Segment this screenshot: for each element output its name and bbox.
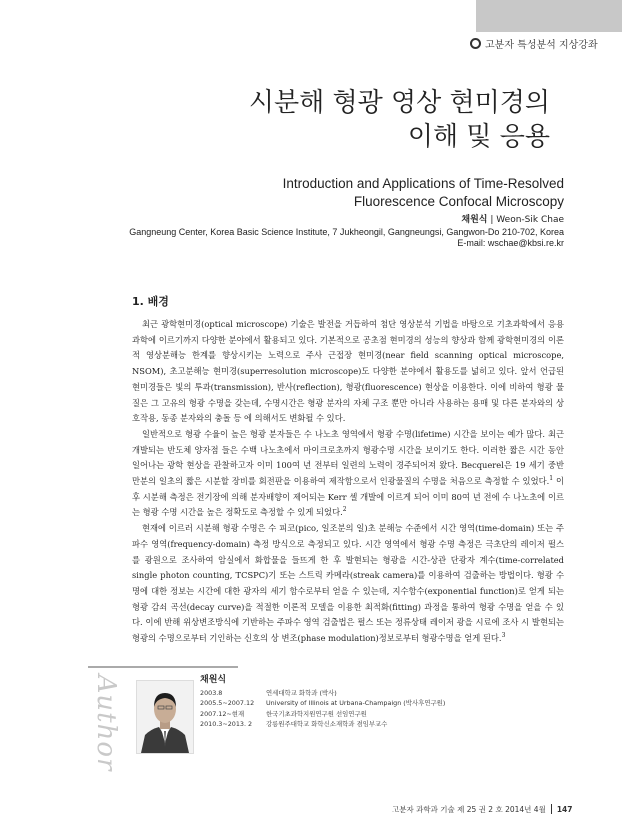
- paragraph-1: [132, 317, 564, 427]
- title-korean: [249, 86, 550, 154]
- page-footer: [392, 804, 572, 815]
- paragraph-3-text: 현재에 이르러 시분해 형광 수명은 수 피코(pico, 일조분의 일)초 분해능 수준에서 시간 영역(time-domain) 또는 주파수 영역(frequency-domain) 측정 방식으로 측정되고 있다. 시간 영역에서 형광 수명 측정은 극초단의 레이저 펄스를 광원으로 조사하여 암실에서 화합물을 들뜨게 한 후 발현되는 형광을 시간-상관 단광자 계수(time-correlated single photon counting, TCSPC)기 또는 스트릭 카메라(streak camera)를 이용하여 검출하는 방법이다. 형광 수명에 대한 정보는 시간에 대한 광자의 세기 함수로부터 얻을 수 있는데, 지수함수(exponential function)로 얻게 되는 형광 감쇠 곡선(decay curve)을 적절한 이론적 모델을 이용한 최적화(fitting) 과정을 통하여 형광 수명을 얻을 수 있다. 이에 반해 위상변조방식에 기반하는 주파수 영역 검출법은 펄스 또는 정류상태 레이저 광을 시료에 조사 시 발현되는 형광의 수명으로부터 기인하는 신호의 상 변조(phase modulation)정보로부터 형광수명을 얻게 된다.: [132, 523, 564, 644]
- title-en-line-2: Fluorescence Confocal Microscopy: [353, 194, 564, 209]
- paragraph-2: [132, 427, 564, 521]
- body-text: [132, 317, 564, 647]
- cv-desc: University of Illinois at Urbana-Champaign (박사후연구원): [266, 699, 446, 708]
- title-ko-line-1: 시분해 형광 영상 현미경의: [248, 88, 550, 118]
- section-heading: 1. 배경: [132, 295, 169, 308]
- cv-name: 채원식: [200, 675, 227, 685]
- cv-list: [200, 688, 445, 730]
- author-label-text: Author: [91, 674, 121, 772]
- citation-2: 2: [342, 506, 347, 514]
- bullet-ring-icon: [470, 38, 481, 49]
- portrait-icon: [137, 681, 193, 753]
- paragraph-1-text: 최근 광학현미경(optical microscope) 기술은 발전을 거듭하여 첨단 영상분석 기법을 바탕으로 기초과학에서 응용과학에 이르기까지 다양한 분야에서 활용되고 있다. 기본적으로 공초점 현미경의 성능의 향상과 함께 광학현미경의 이론적 영상분해능 한계를 향상시키는 노력으로 주사 근접장 현미경(near field scanning optical microscope, NSOM), 초고분해능 현미경(superresolution microscope)도 다양한 분야에서 활용도를 넓히고 있다. 앞서 언급된 현미경들은 빛의 투과(transmission), 반사(reflection), 형광(fluorescence) 현상을 이용한다. 이에 비하여 형광 물질은 그 고유의 형광 수명을 갖는데, 수명시간은 형광 분자의 자체 구조 뿐만 아니라 사용하는 용매 및 다른 분자와의 상호작용, 동종 분자와의 충돌 등 에 의해서도 변화될 수 있다.: [132, 319, 564, 424]
- footer-divider: [551, 804, 552, 814]
- corner-tab: [476, 0, 622, 32]
- series-label: [470, 36, 598, 51]
- citation-3: 3: [501, 632, 506, 640]
- page-number: 147: [556, 805, 573, 814]
- cv-row: [200, 688, 445, 698]
- cv-period: 2007.12~현재: [200, 709, 245, 718]
- author-line: [461, 214, 564, 226]
- title-ko-line-2: 이해 및 응용: [407, 122, 550, 152]
- cv-desc: 연세대학교 화학과 (박사): [266, 689, 337, 697]
- paragraph-2-text: 일반적으로 형광 수율이 높은 형광 분자들은 수 나노초 영역에서 형광 수명(lifetime) 시간을 보이는 예가 많다. 최근 개발되는 반도체 양자점 들은 수백 나노초에서 마이크로초까지 형광수명 시간을 보이기도 한다. 이러한 짧은 시간 동안 일어나는 광학 현상을 관찰하고자 이미 100여 년 전부터 일련의 노력이 경주되어져 왔다. Becquerel은 19 세기 중반 만분의 일초의 짧은 시분할 장비를 회전판을 이용하여 제작함으로서 인광물질의 수명을 처음으로 측정할 수 있었다.: [132, 428, 564, 487]
- citation-1: 1: [549, 475, 554, 483]
- footer-journal: 고분자 과학과 기술 제 25 권 2 호 2014년 4월: [392, 805, 546, 814]
- cv-desc: 강릉원주대학교 화학신소재학과 겸임부교수: [266, 720, 388, 729]
- cv-row: [200, 698, 445, 708]
- email: E-mail: wschae@kbsi.re.kr: [457, 238, 564, 248]
- paragraph-2b-text: 이후 시분해 측정은 전기장에 의해 분자배향이 제어되는 Kerr 셀 개발에 이르게 되어 이미 80여 년 전에 수 나노초에 이르는 형광 수명 시간을 높은 정확도로 측정할 수 있게 되었다.: [132, 476, 565, 518]
- cv-period: 2010.3~2013. 2: [200, 720, 253, 729]
- cv-period: 2003.8: [200, 689, 223, 697]
- series-text: 고분자 특성분석 지상강좌: [485, 40, 598, 51]
- cv-row: [200, 709, 445, 719]
- cv-row: [200, 719, 445, 729]
- cv-desc: 한국기초과학지원연구원 선임연구원: [266, 709, 367, 718]
- author-separator: |: [490, 215, 497, 225]
- affiliation: Gangneung Center, Korea Basic Science Institute, 7 Jukheongil, Gangneungsi, Gangwon-Do 210-702, Korea: [129, 227, 564, 237]
- cv-period: 2005.5~2007.12: [200, 699, 255, 708]
- author-name-en: Weon-Sik Chae: [496, 215, 564, 225]
- title-english: [283, 175, 564, 211]
- author-photo: [136, 680, 194, 754]
- paragraph-3: [132, 521, 564, 647]
- author-vertical-label: [92, 668, 120, 778]
- author-name-ko: 채원식: [461, 215, 488, 225]
- title-en-line-1: Introduction and Applications of Time-Resolved: [282, 176, 564, 191]
